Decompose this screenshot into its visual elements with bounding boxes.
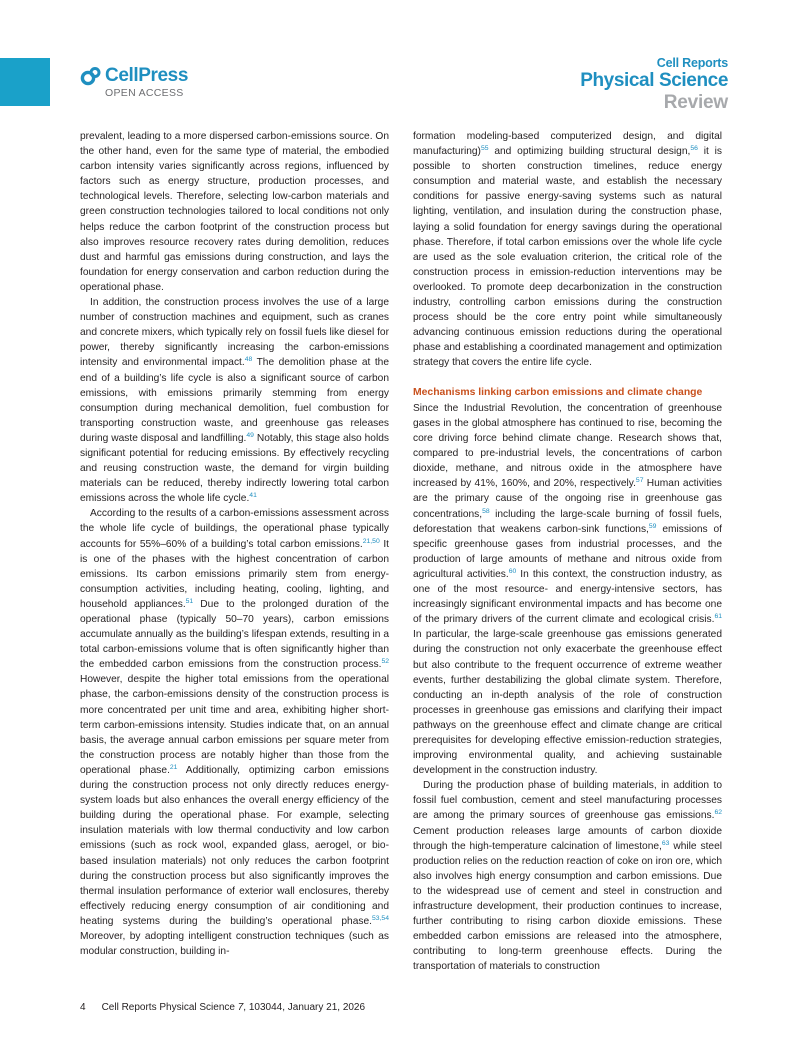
volume-number: 7 <box>237 1002 244 1013</box>
page-number: 4 <box>80 1002 86 1013</box>
publisher-name: CellPress <box>105 65 189 86</box>
reference-link[interactable]: 48 <box>244 356 253 364</box>
reference-link[interactable]: 21,50 <box>362 537 380 545</box>
right-column <box>413 129 722 974</box>
reference-link[interactable]: 56 <box>690 145 698 153</box>
open-access-label: OPEN ACCESS <box>105 87 184 99</box>
section-heading: Mechanisms linking carbon emissions and climate change <box>413 386 703 398</box>
reference-link[interactable]: 61 <box>714 613 722 621</box>
reference-link[interactable]: 62 <box>714 809 722 817</box>
paragraph: prevalent, leading to a more dispersed carbon-emissions source. On the other hand, even for the same type of material, the embodied carbon intensity varies significantly across regions, influenced by factors such as energy structure, production processes, and technological levels. Therefore, selecting low-carbon materials and green construction technologies tailored to local conditions not only helps reduce the carbon footprint of the construction process but also improves resource recovery rates during demolition, reduces dust and harmful gas emissions during construction, and lays the foundation for energy conservation and carbon reduction during the operational phase. <box>80 131 389 293</box>
reference-link[interactable]: 49 <box>246 431 254 439</box>
reference-link[interactable]: 41 <box>249 492 257 500</box>
cellpress-logo-icon <box>80 66 102 86</box>
paragraph: In addition, the construction process involves the use of a large number of construction machines and equipment, such as cranes and concrete mixers, which typically rely on fossil fuels like diesel for power, thereby significantly increasing the carbon-emissions intensity and environmental impact.$^{48}$ The demolition phase at the end of a building’s life cycle is also a significant source of carbon emissions, with emissions primarily stemming from energy consumption during mechanical demolition, fuel combustion for transporting construction waste, and greenhouse gas releases during waste disposal and landfilling.$^{49}$ Notably, this stage also holds significant potential for reducing emissions. By effectively recycling and reusing construction waste, the demand for virgin building materials can be reduced, thereby indirectly lowering total carbon emissions across the whole life cycle.$^{41}$ <box>80 297 389 505</box>
paragraph: Since the Industrial Revolution, the concentration of greenhouse gases in the global atmosphere has continued to rise, becoming the core driving force behind climate change. Research shows that, compared to pre-industrial levels, the concentrations of carbon dioxide, methane, and nitrous oxide in the atmosphere have increased by 41%, 160%, and 20%, respectively.$^{57}$ Human activities are the primary cause of the ongoing rise in greenhouse gas concentrations,$^{58}$ including the large-scale burning of fossil fuels, deforestation that weakens carbon-sink functions,$^{59}$ emissions of specific greenhouse gases from industrial processes, and the production of large amounts of methane and nitrous oxide from agricultural activities.$^{60}$ In this context, the construction industry, as one of the most resource- and energy-intensive sectors, has increasingly significant environmental impacts and has become one of the primary drivers of the current climate and ecological crisis.$^{61}$ In particular, the large-scale greenhouse gas emissions generated during the construction not only exacerbate the greenhouse effect but also contribute to the frequent occurrence of extreme weather events, further destabilizing the global climate system. Therefore, conducting an in-depth analysis of the role of construction processes in greenhouse gas emissions and clarifying their impact pathways on the greenhouse effect and climate change are critical prerequisites for developing effective emission-reduction strategies, improving environmental quality, and achieving sustainable development in the construction industry. <box>413 402 723 777</box>
journal-name-line1: Cell Reports <box>656 56 728 70</box>
reference-link[interactable]: 63 <box>661 839 670 847</box>
reference-link[interactable]: 57 <box>635 477 644 485</box>
article-type: Review <box>663 91 728 113</box>
citation-prefix: Cell Reports Physical Science <box>101 1002 238 1013</box>
paragraph: formation modeling-based computerized design, and digital manufacturing)$^{55}$ and optimizing building structural design,$^{56}$ it is possible to shorten construction timelines, reduce energy consumption and material waste, and establish the necessary conditions for passive energy-saving systems such as natural lighting, ventilation, and insulation during the construction phase, laying a solid foundation for energy savings during the operational phase. Therefore, if total carbon emissions over the whole life cycle are used as the sole evaluation criterion, the critical role of the construction process in emission-reduction interventions may be overlooked. To promote deep decarbonization in the construction industry, controlling carbon emissions during the construction process should be the core entry point while simultaneously advancing continuous emission reductions during the operational phase and establishing a coordinated management and optimization strategy that covers the entire life cycle. <box>413 131 722 369</box>
paragraph: According to the results of a carbon-emissions assessment across the whole life cycle of buildings, the operational phase typically accounts for 55%–60% of a building’s total carbon emissions.$^{21,50}$ It is one of the phases with the highest concentration of carbon emissions. Its carbon emissions primarily stem from energy-consumption activities, including heating, cooling, lighting, and household appliances.$^{51}$ Due to the prolonged duration of the operational phase (typically 50–70 years), carbon emissions accumulate annually as the building’s lifespan extends, resulting in a total carbon-emissions volume that is often significantly higher than the embedded carbon emissions from the construction process.$^{52}$ However, despite the higher total emissions from the operational phase, the carbon-emissions density of the construction process is more concentrated per unit time and area, exhibiting higher short-term carbon-emissions intensity. Studies indicate that, on an annual basis, the average annual carbon emissions per square meter from the construction process are notably higher than those from the operational phase.$^{21}$ Additionally, optimizing carbon emissions during the construction process not only directly reduces energy-system loads but also enhances the overall energy efficiency of the building during the operational phase. For example, selecting insulation materials with low thermal conductivity and low carbon emissions (such as rock wool, expanded glass, aerogel, or bio-based insulation materials) not only reduces the carbon footprint during the construction process but also significantly improves the thermal insulation performance of exterior wall enclosures, thereby effectively reducing energy consumption of air conditioning and heating systems during the building’s operational phase.$^{53,54}$ Moreover, by adopting intelligent construction techniques (such as modular construction, building in- <box>80 508 390 958</box>
reference-link[interactable]: 51 <box>185 597 194 605</box>
reference-link[interactable]: 58 <box>482 507 490 515</box>
section-tab <box>0 58 50 106</box>
reference-link[interactable]: 52 <box>381 658 389 666</box>
journal-header <box>580 57 728 112</box>
reference-link[interactable]: 21 <box>169 763 178 771</box>
citation-suffix: , 103044, January 21, 2026 <box>243 1002 366 1013</box>
reference-link[interactable]: 60 <box>508 567 517 575</box>
journal-name-line2: Physical Science <box>580 69 728 91</box>
paragraph: During the production phase of building materials, in addition to fossil fuel combustion, cement and steel manufacturing processes are among the primary sources of greenhouse gas emissions.$^{62}$ Cement production releases large amounts of carbon dioxide through the high-temperature calcination of limestone,$^{63}$ while steel production relies on the reduction reaction of coke on iron ore, which also involves high energy consumption and carbon emissions. Due to the widespread use of cement and steel in construction and infrastructure development, their production continues to increase, further contributing to rising carbon dioxide emissions. These embedded carbon emissions are released into the atmosphere, contributing to long-term greenhouse effects. During the transportation of materials to construction <box>413 780 722 973</box>
reference-link[interactable]: 53,54 <box>371 914 389 922</box>
left-column <box>80 129 389 959</box>
reference-link[interactable]: 55 <box>480 145 489 153</box>
publisher-logo <box>80 66 188 99</box>
reference-link[interactable]: 59 <box>648 522 657 530</box>
page-footer <box>80 1002 365 1013</box>
